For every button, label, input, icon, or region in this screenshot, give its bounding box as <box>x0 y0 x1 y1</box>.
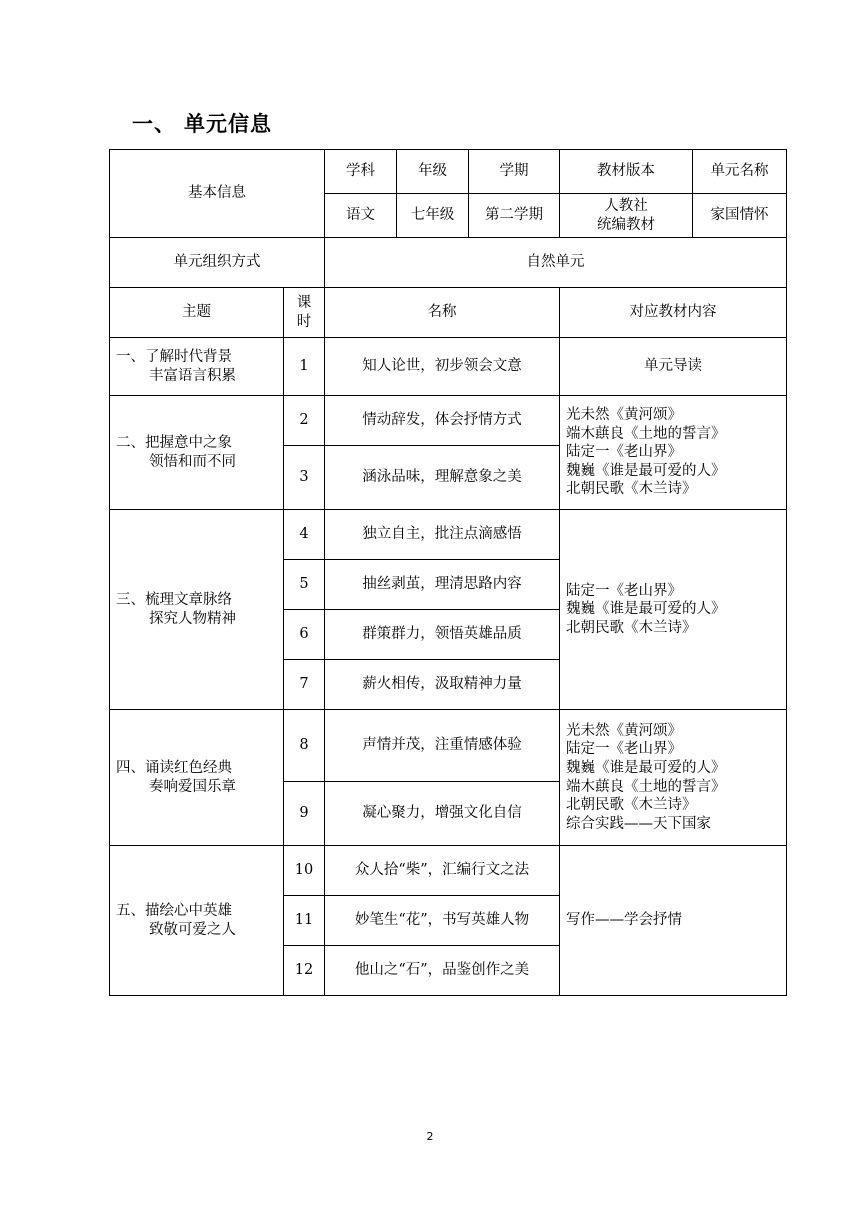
section-number: 一、 <box>132 112 176 136</box>
lesson-name: 凝心聚力，增强文化自信 <box>325 782 560 846</box>
content-4 <box>560 710 787 846</box>
topic-4-line-1: 四、诵读红色经典 <box>116 759 232 776</box>
lesson-hour: 4 <box>284 510 325 560</box>
lesson-hour: 6 <box>284 610 325 660</box>
content-3 <box>560 510 787 710</box>
content-4-item: 魏巍《谁是最可爱的人》 <box>566 759 726 776</box>
value-unit-name: 家国情怀 <box>693 194 787 238</box>
col-hours <box>284 288 325 338</box>
content-2 <box>560 396 787 510</box>
content-1: 单元导读 <box>560 338 787 396</box>
edition-line-2: 统编教材 <box>597 216 655 233</box>
topic-5-line-1: 五、描绘心中英雄 <box>116 902 232 919</box>
topic-3-line-1: 三、梳理文章脉络 <box>116 591 232 608</box>
section-heading <box>132 108 272 138</box>
lesson-name: 妙笔生“花”，书写英雄人物 <box>325 896 560 946</box>
content-3-item: 陆定一《老山界》 <box>566 582 682 599</box>
value-term: 第二学期 <box>469 194 560 238</box>
content-4-item: 光未然《黄河颂》 <box>566 722 682 739</box>
lesson-hour: 2 <box>284 396 325 446</box>
lesson-hour: 8 <box>284 710 325 782</box>
table-row <box>110 846 787 896</box>
header-term: 学期 <box>469 150 560 194</box>
lesson-name: 知人论世，初步领会文意 <box>325 338 560 396</box>
topic-1-line-2: 丰富语言积累 <box>149 367 236 384</box>
value-subject: 语文 <box>325 194 397 238</box>
lesson-hour: 9 <box>284 782 325 846</box>
topic-3 <box>110 510 284 710</box>
content-2-item: 魏巍《谁是最可爱的人》 <box>566 462 726 479</box>
edition-line-1: 人教社 <box>604 197 648 214</box>
lesson-name: 他山之“石”，品鉴创作之美 <box>325 946 560 996</box>
unit-info-table <box>109 149 787 996</box>
header-edition: 教材版本 <box>560 150 693 194</box>
table-row <box>110 338 787 396</box>
topic-2-line-2: 领悟和而不同 <box>149 453 236 470</box>
lesson-name: 声情并茂，注重情感体验 <box>325 710 560 782</box>
lesson-hour: 10 <box>284 846 325 896</box>
col-hours-line-1: 课 <box>296 294 312 311</box>
topic-5-line-2: 致敬可爱之人 <box>149 921 236 938</box>
lesson-name: 群策群力，领悟英雄品质 <box>325 610 560 660</box>
topic-3-line-2: 探究人物精神 <box>149 610 236 627</box>
header-unit-name: 单元名称 <box>693 150 787 194</box>
lesson-name: 涵泳品味，理解意象之美 <box>325 446 560 510</box>
col-hours-line-2: 时 <box>296 313 312 330</box>
lesson-hour: 3 <box>284 446 325 510</box>
topic-1 <box>110 338 284 396</box>
content-2-item: 光未然《黄河颂》 <box>566 407 682 424</box>
topic-5 <box>110 846 284 996</box>
topic-2-line-1: 二、把握意中之象 <box>116 434 232 451</box>
table-row <box>110 396 787 446</box>
lesson-hour: 11 <box>284 896 325 946</box>
lesson-hour: 12 <box>284 946 325 996</box>
lesson-name: 薪火相传，汲取精神力量 <box>325 660 560 710</box>
col-topic: 主题 <box>110 288 284 338</box>
organization-row <box>110 238 787 288</box>
content-4-item: 综合实践——天下国家 <box>566 815 711 832</box>
lesson-name: 情动辞发，体会抒情方式 <box>325 396 560 446</box>
lesson-hour: 5 <box>284 560 325 610</box>
lesson-hour: 1 <box>284 338 325 396</box>
topic-1-line-1: 一、了解时代背景 <box>116 348 232 365</box>
content-5: 写作——学会抒情 <box>560 846 787 996</box>
lesson-name: 抽丝剥茧，理清思路内容 <box>325 560 560 610</box>
topic-4 <box>110 710 284 846</box>
lesson-hour: 7 <box>284 660 325 710</box>
content-2-item: 陆定一《老山界》 <box>566 444 682 461</box>
value-grade: 七年级 <box>397 194 469 238</box>
table-row <box>110 710 787 782</box>
header-grade: 年级 <box>397 150 469 194</box>
topic-2 <box>110 396 284 510</box>
lesson-name: 独立自主，批注点滴感悟 <box>325 510 560 560</box>
content-2-item: 北朝民歌《木兰诗》 <box>566 481 697 498</box>
column-header-row <box>110 288 787 338</box>
content-4-item: 陆定一《老山界》 <box>566 741 682 758</box>
content-3-item: 魏巍《谁是最可爱的人》 <box>566 601 726 618</box>
basic-info-label: 基本信息 <box>110 150 325 238</box>
content-2-item: 端木蕻良《土地的誓言》 <box>566 425 726 442</box>
col-name: 名称 <box>325 288 560 338</box>
value-edition <box>560 194 693 238</box>
col-content: 对应教材内容 <box>560 288 787 338</box>
section-title: 单元信息 <box>184 112 272 136</box>
lesson-name: 众人拾“柴”，汇编行文之法 <box>325 846 560 896</box>
header-subject: 学科 <box>325 150 397 194</box>
page-number: 2 <box>426 1130 434 1143</box>
table-row <box>110 510 787 560</box>
organization-label: 单元组织方式 <box>110 238 325 288</box>
topic-4-line-2: 奏响爱国乐章 <box>149 778 236 795</box>
content-3-item: 北朝民歌《木兰诗》 <box>566 619 697 636</box>
content-4-item: 端木蕻良《土地的誓言》 <box>566 778 726 795</box>
content-4-item: 北朝民歌《木兰诗》 <box>566 797 697 814</box>
organization-value: 自然单元 <box>325 238 787 288</box>
basic-info-header-row <box>110 150 787 194</box>
